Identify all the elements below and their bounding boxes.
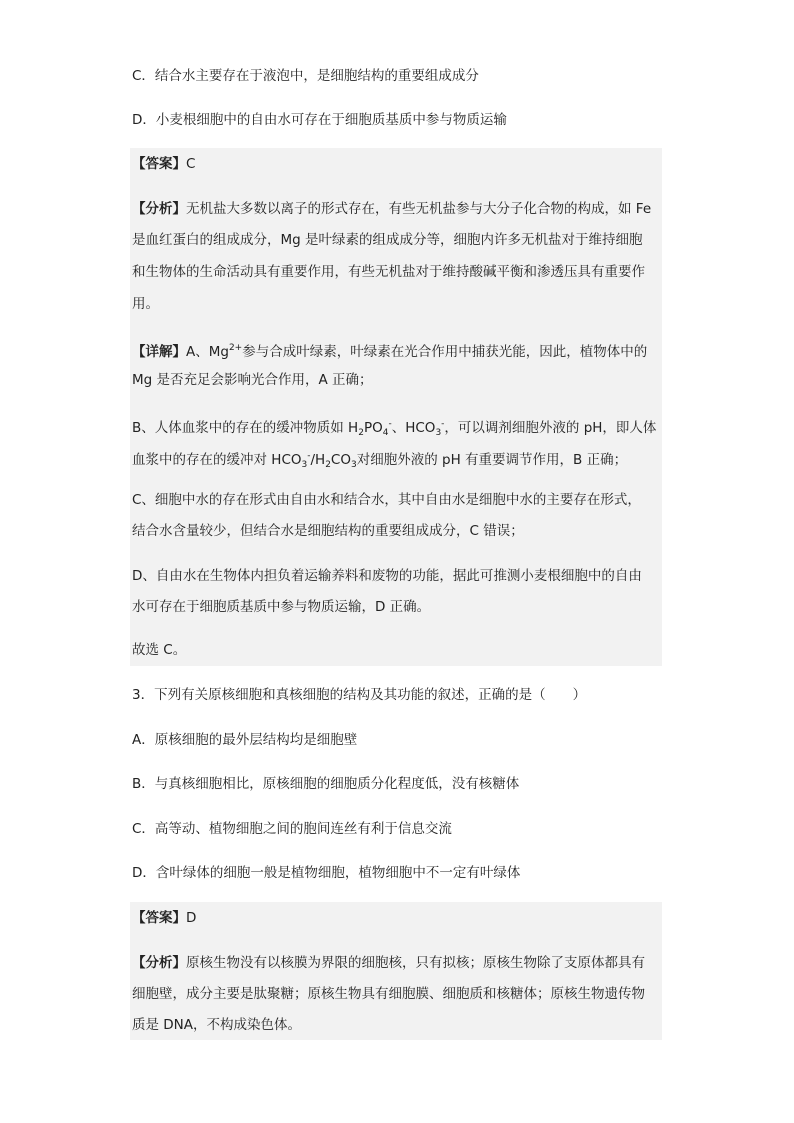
q2-analysis-line-4: 用。 [132,296,159,312]
analysis-tag: 【分析】 [132,955,186,971]
q2-answer [132,154,195,174]
q3-option-a: A．原核细胞的最外层结构均是细胞壁 [132,732,358,748]
q2-detail-d-line-1: D、自由水在生物体内担负着运输养料和废物的功能，据此可推测小麦根细胞中的自由 [132,568,642,584]
answer-block-q2 [130,148,662,666]
q2-analysis-line-3: 和生物体的生命活动具有重要作用，有些无机盐对于维持酸碱平衡和渗透压具有重要作 [132,264,645,280]
q2-detail-b-line-1: B、人体血浆中的存在的缓冲物质如 $H_2PO_4^-$、$HCO_3^-$，可以调剂细胞外液的 pH，即人体 [132,419,657,438]
q3-analysis-line-2: 细胞壁，成分主要是肽聚糖；原核生物具有细胞膜、细胞质和核糖体；原核生物遗传物 [132,986,645,1002]
q2-detail-c-line-2: 结合水含量较少，但结合水是细胞结构的重要组成成分，C 错误； [132,523,524,539]
q3-option-b: B．与真核细胞相比，原核细胞的细胞质分化程度低，没有核糖体 [132,776,520,792]
q2-detail-c-line-1: C、细胞中水的存在形式由自由水和结合水，其中自由水是细胞中水的主要存在形式， [132,492,641,508]
detail-tag: 【详解】 [132,344,186,360]
q3-analysis-line-1: 【分析】原核生物没有以核膜为界限的细胞核，只有拟核；原核生物除了支原体都具有 [132,955,645,971]
q3-option-d: D．含叶绿体的细胞一般是植物细胞，植物细胞中不一定有叶绿体 [132,865,521,881]
q2-option-d: D．小麦根细胞中的自由水可存在于细胞质基质中参与物质运输 [132,112,507,128]
q2-detail-d-line-2: 水可存在于细胞质基质中参与物质运输，D 正确。 [132,599,431,615]
answer-value: D [186,910,197,926]
q2-analysis-line-2: 是血红蛋白的组成成分，Mg 是叶绿素的组成成分等，细胞内许多无机盐对于维持细胞 [132,232,643,248]
q2-conclusion: 故选 C。 [132,642,187,658]
q2-analysis-line-1: 【分析】无机盐大多数以离子的形式存在，有些无机盐参与大分子化合物的构成，如 Fe [132,201,652,217]
analysis-tag: 【分析】 [132,201,186,217]
answer-tag: 【答案】 [132,156,186,172]
q2-option-c: C．结合水主要存在于液泡中，是细胞结构的重要组成成分 [132,68,479,84]
q3-option-c: C．高等动、植物细胞之间的胞间连丝有利于信息交流 [132,821,452,837]
q3-answer [132,908,196,928]
q2-detail-b-line-2: 血浆中的存在的缓冲对 $HCO_3^-/H_2CO_3$对细胞外液的 pH 有重要调节作用，B 正确； [132,451,628,470]
q2-detail-a-line-2: Mg 是否充足会影响光合作用，A 正确； [132,372,373,388]
answer-value: C [186,156,196,172]
q3-stem: 3．下列有关原核细胞和真核细胞的结构及其功能的叙述，正确的是（ ） [132,687,587,703]
q2-detail-a-line-1: 【详解】A、$Mg^{2+}$参与合成叶绿素，叶绿素在光合作用中捕获光能，因此，植物体中的 [132,343,648,360]
q3-analysis-line-3: 质是 DNA，不构成染色体。 [132,1017,302,1033]
answer-tag: 【答案】 [132,910,186,926]
